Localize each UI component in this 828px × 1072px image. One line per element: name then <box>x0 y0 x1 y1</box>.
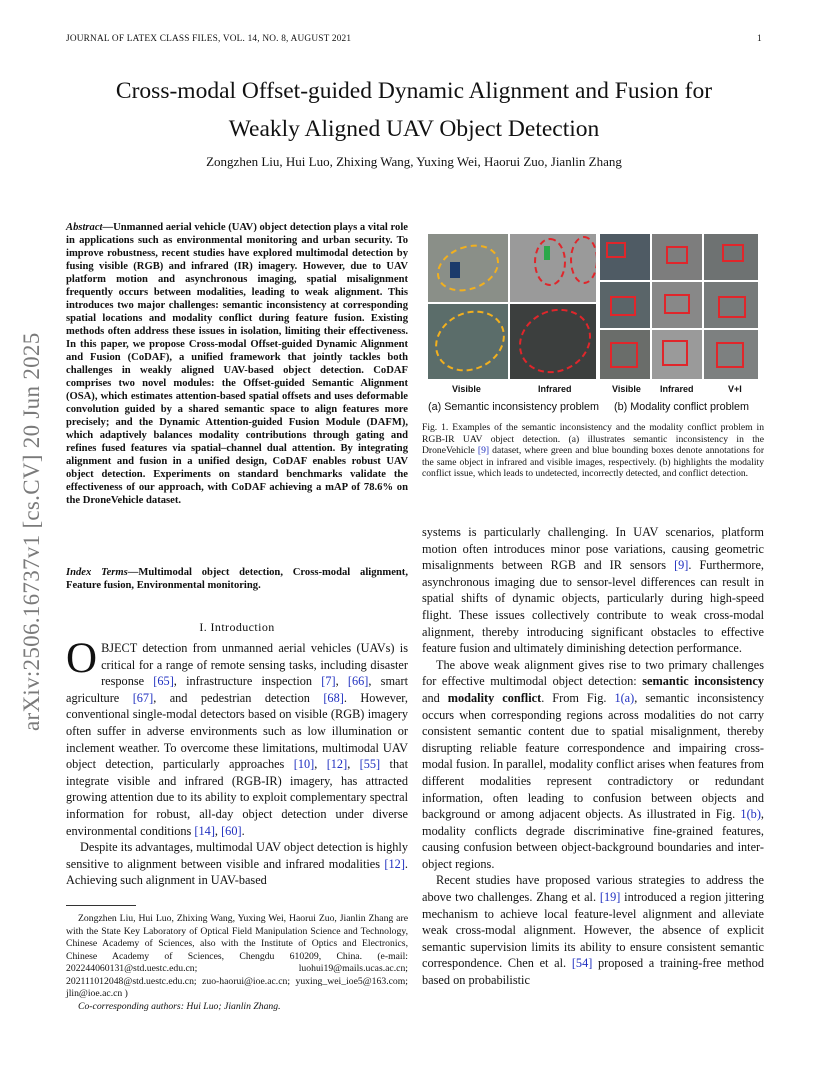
label-infrared-b: Infrared <box>660 384 694 394</box>
figure-link-1a[interactable]: 1(a) <box>614 690 635 705</box>
right-para-3-end: proposed a training-free method based on probabilistic <box>422 956 765 988</box>
label-infrared-a: Infrared <box>538 384 572 394</box>
figure-image-infrared-top <box>510 234 596 302</box>
figure-link-1b[interactable]: 1(b) <box>740 807 761 822</box>
citation-link[interactable]: [60] <box>221 823 242 838</box>
figure-image-visible-2 <box>600 282 650 328</box>
footnote-corresponding: Co-corresponding authors: Hui Luo; Jianlin Zhang. <box>78 1000 281 1012</box>
caption-text-end: dataset, where green and blue bounding boxes denote annotations for the same object in infrared and visible images, respectively. (b) highlights the modality conflict issue, which leads to undetected, incorrectly detected, and conflict detection. <box>422 445 765 480</box>
right-para-3-cont: introduced a region jittering mechanism to achieve local feature-level alignment and alleviate weak cross-modal alignment. However, the absence of explicit semantic supervision limits its ability to ensure consistent semantic correspondence. Chen et al. <box>422 890 764 971</box>
intro-para-1: BJECT detection from unmanned aerial vehicles (UAVs) is critical for a range of remote sensing tasks, including disaster response <box>101 641 408 689</box>
drop-cap: O <box>66 635 98 682</box>
introduction-text: OBJECT detection from unmanned aerial vehicles (UAVs) is critical for a range of remote sensing tasks, including disaster response [65], infrastructure inspection [7], [66], smart agriculture [67], and pedestrian detection [68]. However, conventional single-modal detectors based on visible (RGB) imagery often suffer in adverse environments such as low illumination or inclement weather. To overcome these limitations, multimodal UAV object detection, particularly approaches [10], [12], [55] that integrate visible and infrared (RGB-IR) imagery, has attracted growing attention due to its ability to exploit complementary spectral information for robust, all-day object detection under diverse environmental conditions [14], [60]. Despite its advantages, multimodal UAV object detection is highly sensitive to alignment between visible and infrared modalities [12]. Achieving such alignment in UAV-based <box>66 635 408 888</box>
running-header: JOURNAL OF LATEX CLASS FILES, VOL. 14, NO. 8, AUGUST 2021 <box>66 34 352 44</box>
index-terms-text: —Multimodal object detection, Cross-modal alignment, Feature fusion, Environmental monitoring. <box>66 567 408 591</box>
figure-image-visible-1 <box>600 234 650 280</box>
text-and: and <box>422 690 448 705</box>
index-terms-label: Index Terms <box>66 567 128 578</box>
citation-link[interactable]: [19] <box>599 890 621 905</box>
citation-link[interactable]: [54] <box>571 956 593 971</box>
citation-link[interactable]: [55] <box>359 757 381 772</box>
term-modality-conflict: modality conflict <box>447 690 542 705</box>
figure-image-fused-2 <box>704 282 758 328</box>
citation-link[interactable]: [65] <box>153 674 174 689</box>
right-para-3: Recent studies have proposed various strategies to address the above two challenges. Zhang et al. <box>422 873 764 905</box>
figure-image-visible-bottom <box>428 304 508 379</box>
right-para-2: The above weak alignment gives rise to two primary challenges for effective multimodal object detection: <box>422 657 764 689</box>
subcaption-b: (b) Modality conflict problem <box>614 401 750 413</box>
label-fused-b: V+I <box>728 384 742 394</box>
right-para-2-end: , modality conflicts degrade discriminative fine-grained features, causing confusion between object-background boundaries and inter-object regions. <box>422 807 764 871</box>
figure-image-fused-1 <box>704 234 758 280</box>
citation-link[interactable]: [9] <box>674 558 689 573</box>
intro-para-1-end: that integrate visible and infrared (RGB-IR) imagery, has attracted growing attention due to its ability to exploit complementary spectral information for robust, all-day object detection under diverse environmental conditions <box>66 757 408 838</box>
figure-caption <box>422 422 764 480</box>
caption-text: Examples of the semantic inconsistency and the modality conflict problem in RGB-IR UAV object detection. (a) illustrates semantic inconsistency in the DroneVehicle <box>422 422 765 457</box>
figure-image-visible-3 <box>600 330 650 379</box>
citation-link[interactable]: [12] <box>384 856 405 871</box>
title-line-1: Cross-modal Offset-guided Dynamic Alignment and Fusion for <box>115 78 713 104</box>
page-number: 1 <box>757 34 762 44</box>
right-para-1: systems is particularly challenging. In UAV scenarios, platform motion often introduces minor pose variations, causing geometric misalignments between RGB and IR sensors <box>422 525 764 573</box>
figure-image-fused-3 <box>704 330 758 379</box>
term-semantic-inconsistency: semantic inconsistency <box>642 674 764 689</box>
subcaption-a: (a) Semantic inconsistency problem <box>428 401 600 413</box>
intro-para-2: Despite its advantages, multimodal UAV object detection is highly sensitive to alignment between visible and infrared modalities <box>66 840 408 871</box>
right-para-2-cont: , semantic inconsistency occurs when corresponding regions across modalities do not carry consistent semantic content due to spatial misalignment, thereby disrupting reliable feature correspondence and impairing cross-modal fusion. In parallel, modality conflict arises when features from different modalities represent contradictory or redundant information, often leading to confusion between objects and background or among adjacent objects. As illustrated in Fig. <box>422 690 764 822</box>
right-column-text <box>422 524 764 989</box>
citation-link[interactable]: [14] <box>194 823 215 838</box>
intro-para-1-cont: However, conventional single-modal detectors based on visible (RGB) imagery often suffer in adverse environments such as low illumination or inclement weather. To overcome these limitations, multimodal UAV object detection, particularly approaches <box>66 690 408 772</box>
figure-image-infrared-3 <box>652 330 702 379</box>
abstract-text: —Unmanned aerial vehicle (UAV) object detection plays a vital role in applications such as environmental monitoring and urban security. To improve robustness, recent studies have explored multimodal detection by fusing visible (RGB) and infrared (IR) imagery. However, due to UAV platform motion and asynchronous imaging, spatial misalignment frequently occurs between modalities, leading to weak alignment. This introduces two major challenges: semantic inconsistency at corresponding spatial locations and modality conflict during feature fusion. Existing methods often address these issues in isolation, limiting their effectiveness. In this paper, we propose Cross-modal Offset-guided Dynamic Alignment and Fusion (CoDAF), a unified framework that jointly tackles both challenges in weakly aligned UAV-based object detection. CoDAF comprises two novel modules: the Offset-guided Semantic Alignment (OSA), which estimates attention-based spatial offsets and uses deformable convolution guided by a shared semantic space to align features more precisely; and the Dynamic Attention-guided Fusion Module (DAFM), which adaptively balances modality contributions through gating and refines fused features via spatial–channel dual attention. By integrating alignment and fusion in a unified design, CoDAF enables robust UAV object detection. Experiments on standard benchmarks validate the effectiveness of our approach, with CoDAF achieving a mAP of 78.6% on the DroneVehicle dataset. <box>66 222 408 506</box>
footnote-affiliation: Zongzhen Liu, Hui Luo, Zhixing Wang, Yuxing Wei, Haorui Zuo, Jianlin Zhang are with the State Key Laboratory of Optical Field Manipulation Science and Technology, Chinese Academy of Sciences, also with the Institute of Optics and Electronics, Chinese Academy of Sciences, Chengdu 610209, China. (e-mail: 202244060131@std.uestc.edu.cn; luohui19@mails.ucas.ac.cn; 202111012048@std.uestc.edu.cn; zuo-haorui@ioe.ac.cn; yuxing_wei_ioe5@163.com; jlin@ioe.ac.cn ) <box>66 913 408 999</box>
abstract <box>66 221 408 507</box>
label-visible-b: Visible <box>612 384 641 394</box>
caption-label: Fig. 1. <box>422 422 449 433</box>
arxiv-identifier: arXiv:2506.16737v1 [cs.CV] 20 Jun 2025 <box>19 332 44 731</box>
figure-image-infrared-2 <box>652 282 702 328</box>
text-from-fig: . From Fig. <box>541 690 615 705</box>
footnote <box>66 913 408 1013</box>
citation-link[interactable]: [67] <box>132 690 154 705</box>
paper-title <box>40 72 788 148</box>
figure-image-infrared-bottom <box>510 304 596 379</box>
citation-link[interactable]: [66] <box>347 674 369 689</box>
citation-link[interactable]: [12] <box>326 757 348 772</box>
author-list: Zongzhen Liu, Hui Luo, Zhixing Wang, Yuxing Wei, Haorui Zuo, Jianlin Zhang <box>206 154 622 169</box>
citation-link[interactable]: [7] <box>321 674 336 689</box>
section-heading: I. Introduction <box>199 620 275 634</box>
figure-image-visible-top <box>428 234 508 302</box>
intro-para-2-end: . Achieving such alignment in UAV-based <box>66 856 408 888</box>
title-line-2: Weakly Aligned UAV Object Detection <box>228 116 600 142</box>
footnote-rule <box>66 905 136 906</box>
figure-1 <box>428 234 758 419</box>
figure-image-infrared-1 <box>652 234 702 280</box>
citation-link[interactable]: [10] <box>293 757 315 772</box>
right-para-1-end: . Furthermore, asynchronous imaging due to sensor-level differences can result in spatial shifts of dynamic objects, particularly during high-speed flight. These issues collectively contribute to weak cross-modal alignment, thereby introducing significant obstacles to effective feature fusion and ultimately diminishing detection performance. <box>422 558 764 656</box>
citation-link[interactable]: [9] <box>477 445 490 457</box>
index-terms <box>66 566 408 592</box>
label-visible-a: Visible <box>452 384 481 394</box>
abstract-label: Abstract <box>66 222 103 233</box>
citation-link[interactable]: [68] <box>323 690 344 705</box>
